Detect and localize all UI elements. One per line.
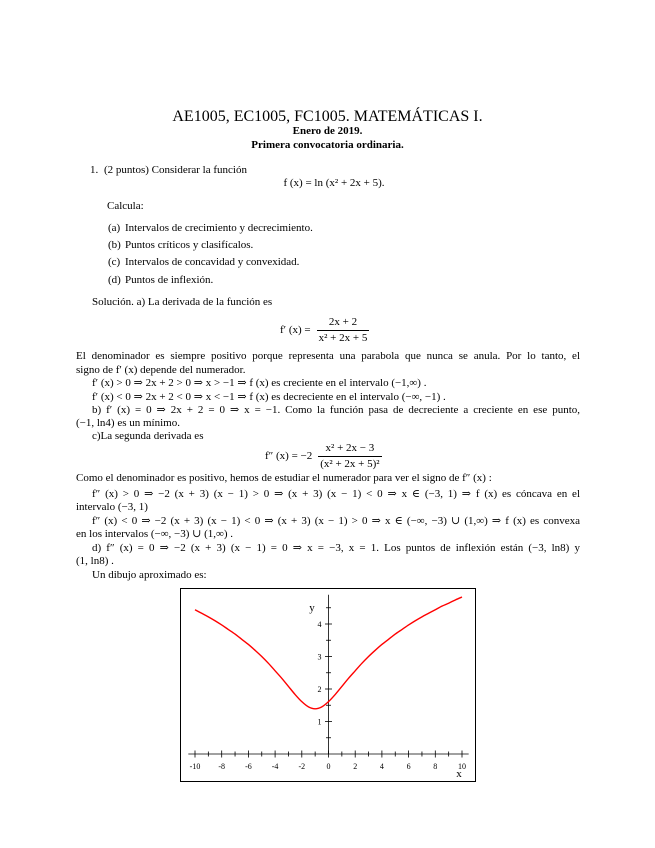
- fraction-numerator: 2x + 2: [328, 316, 358, 328]
- solution-line: f′ (x) > 0 ⇒ 2x + 2 > 0 ⇒ x > −1 ⇒ f (x) es creciente en el intervalo (−1,∞) .: [92, 377, 427, 389]
- solution-line: en los intervalos (−∞, −3) ∪ (1,∞) .: [76, 528, 234, 540]
- task-text: Intervalos de crecimiento y decrecimiento.: [125, 222, 313, 234]
- solution-line: Un dibujo aproximado es:: [92, 569, 207, 581]
- solution-line: (−1, ln4) es un mínimo.: [76, 417, 180, 429]
- task-a: [108, 221, 313, 235]
- task-text: Intervalos de concavidad y convexidad.: [125, 256, 300, 268]
- fraction-denominator: x² + 2x + 5: [318, 332, 368, 344]
- y-tick-label: 2: [317, 685, 322, 694]
- function-definition: f (x) = ln (x² + 2x + 5).: [283, 177, 385, 189]
- solution-line: f′ (x) < 0 ⇒ 2x + 2 < 0 ⇒ x < −1 ⇒ f (x) es decreciente en el intervalo (−∞, −1) .: [92, 391, 446, 403]
- problem-heading: [90, 163, 247, 177]
- x-tick-label: -2: [298, 762, 306, 771]
- second-derivative-lhs: f″ (x) = −2: [265, 450, 313, 462]
- solution-line: c)La segunda derivada es: [92, 430, 204, 442]
- document-session: Primera convocatoria ordinaria.: [251, 139, 404, 151]
- solution-line: signo de f′ (x) depende del numerador.: [76, 364, 246, 376]
- y-tick-label: 3: [317, 652, 322, 662]
- solution-line: (1, ln8) .: [76, 555, 114, 567]
- task-c: [108, 255, 299, 269]
- fraction-numerator: x² + 2x − 3: [325, 442, 375, 454]
- solution-line: intervalo (−3, 1): [76, 501, 148, 513]
- x-tick-label: -6: [245, 762, 252, 771]
- solution-line: Como el denominador es positivo, hemos de estudiar el numerador para ver el signo de f″ (x) :: [76, 472, 492, 484]
- x-tick-label: 8: [433, 762, 438, 771]
- solution-intro: Solución. a) La derivada de la función es: [92, 296, 273, 308]
- first-derivative-lhs: f′ (x) =: [280, 324, 311, 336]
- x-tick-label: 2: [353, 762, 358, 771]
- y-tick-label: 1: [317, 717, 322, 727]
- first-derivative-fraction: [317, 316, 370, 345]
- document-date: Enero de 2019.: [292, 125, 363, 137]
- second-derivative-formula: [265, 442, 382, 471]
- task-text: Puntos críticos y clasifícalos.: [125, 239, 254, 251]
- x-axis-label: x: [456, 768, 462, 780]
- x-tick-label: -8: [218, 762, 226, 771]
- first-derivative-formula: [280, 316, 369, 345]
- solution-line: b) f′ (x) = 0 ⇒ 2x + 2 = 0 ⇒ x = −1. Como la función pasa de decreciente a creciente en ese punto,: [92, 404, 580, 416]
- x-tick-label: -10: [189, 762, 201, 771]
- task-label: (a): [108, 222, 121, 234]
- problem-statement: (2 puntos) Considerar la función: [104, 164, 247, 176]
- function-plot: [180, 588, 476, 782]
- x-tick-label: 0: [326, 762, 331, 771]
- y-axis-label: y: [309, 602, 315, 614]
- task-d: [108, 273, 213, 287]
- problem-number: 1.: [90, 164, 99, 176]
- task-text: Puntos de inflexión.: [125, 274, 214, 286]
- x-tick-label: -4: [271, 762, 279, 771]
- y-tick-label: 4: [317, 620, 322, 629]
- x-tick-label: 10: [458, 762, 466, 771]
- problem-prompt: Calcula:: [107, 200, 144, 212]
- task-label: (b): [108, 239, 121, 251]
- x-tick-label: 4: [379, 762, 384, 771]
- x-tick-label: 6: [406, 762, 411, 771]
- document-title: AE1005, EC1005, FC1005. MATEMÁTICAS I.: [172, 108, 483, 125]
- fraction-denominator: (x² + 2x + 5)²: [320, 458, 380, 470]
- second-derivative-fraction: [318, 442, 381, 471]
- task-label: (d): [108, 274, 121, 286]
- solution-line: f″ (x) > 0 ⇒ −2 (x + 3) (x − 1) > 0 ⇒ (x + 3) (x − 1) < 0 ⇒ x ∈ (−3, 1) ⇒ f (x) es cóncava en el: [92, 488, 580, 500]
- solution-line: El denominador es siempre positivo porque representa una parabola que nunca se anula. Por lo tanto, el: [76, 350, 580, 362]
- solution-line: f″ (x) < 0 ⇒ −2 (x + 3) (x − 1) < 0 ⇒ (x + 3) (x − 1) > 0 ⇒ x ∈ (−∞, −3) ∪ (1,∞) ⇒ f (x) es convexa: [92, 515, 580, 527]
- solution-line: d) f″ (x) = 0 ⇒ −2 (x + 3) (x − 1) = 0 ⇒ x = −3, x = 1. Los puntos de inflexión están (−3, ln8) y: [92, 542, 580, 554]
- task-b: [108, 238, 253, 252]
- task-label: (c): [108, 256, 121, 268]
